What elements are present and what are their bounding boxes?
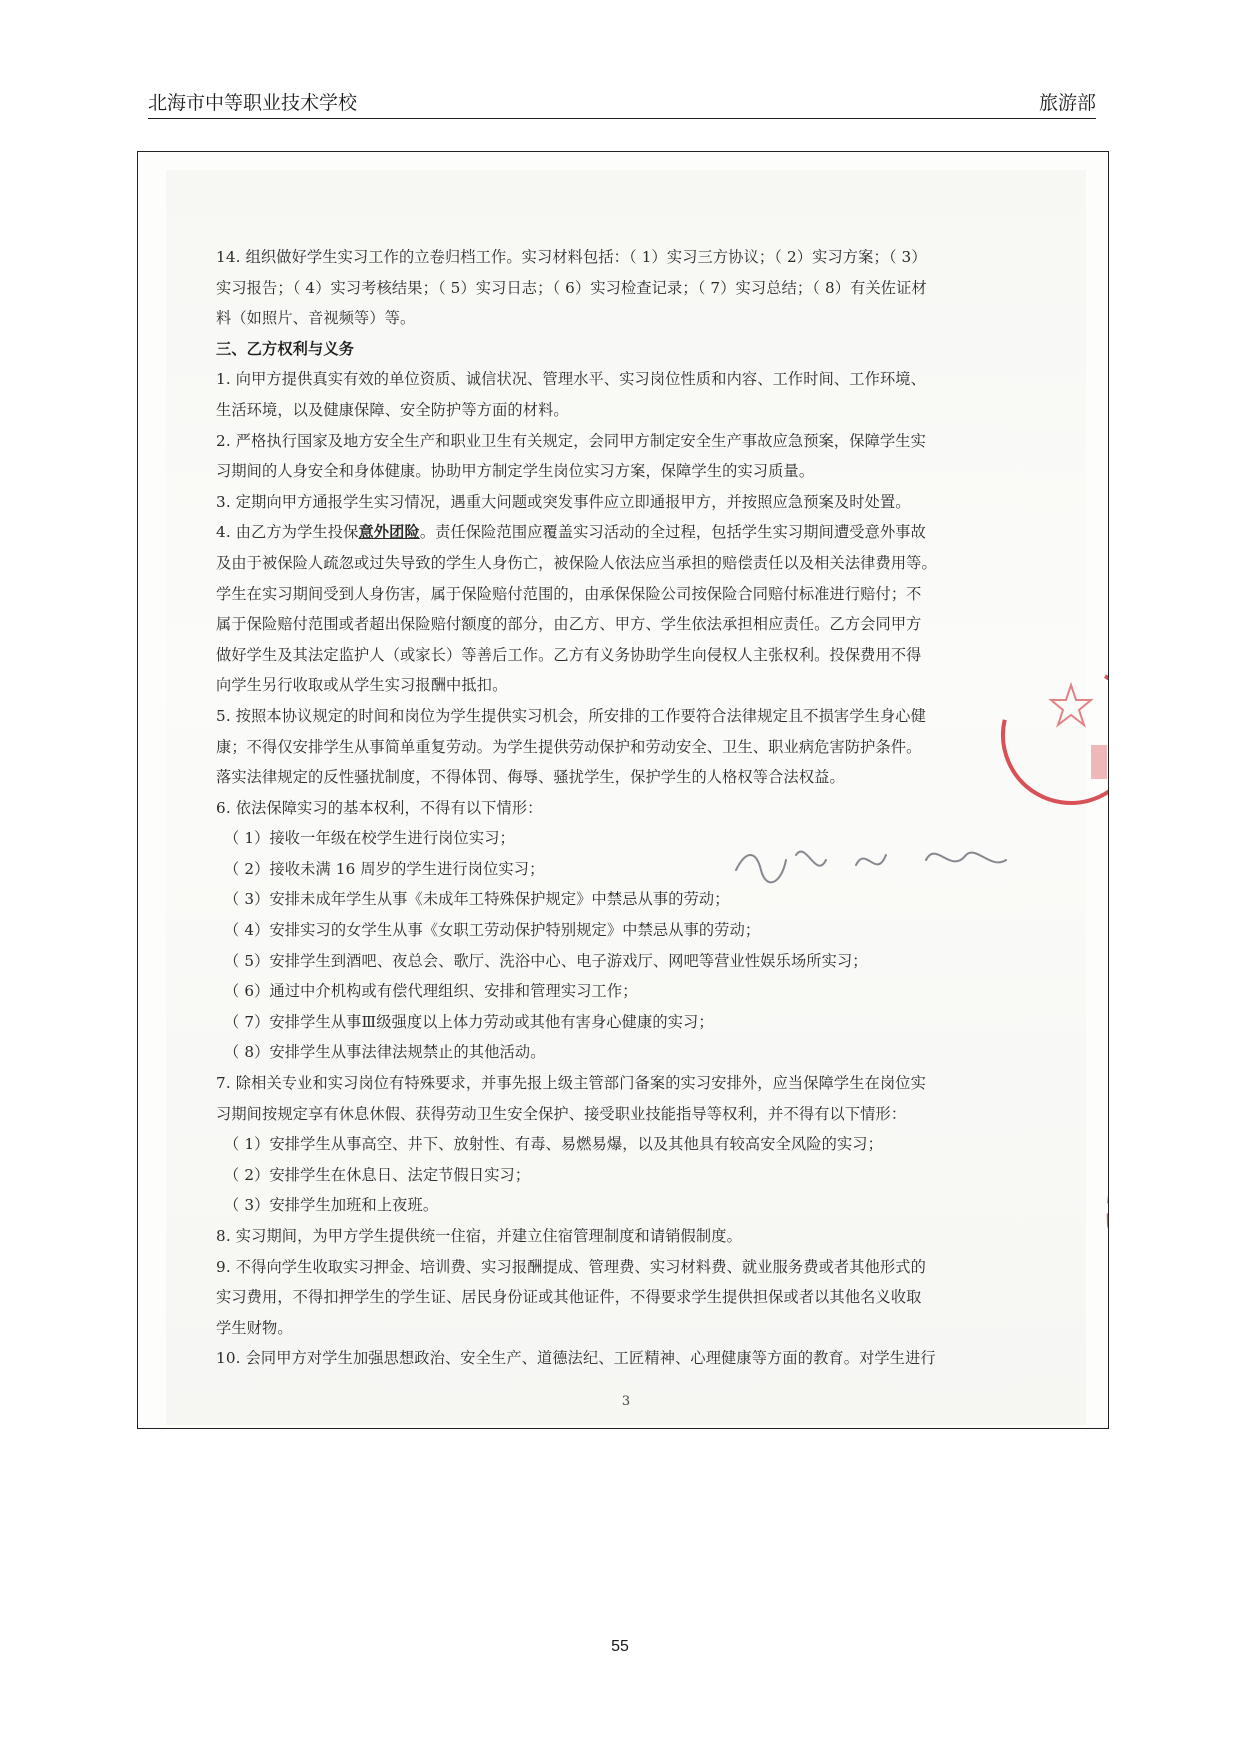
text-line: 康；不得仅安排学生从事简单重复劳动。为学生提供劳动保护和劳动安全、卫生、职业病危害防护条件。	[216, 737, 922, 756]
page-header	[148, 88, 1096, 119]
text-line: （ 2）安排学生在休息日、法定节假日实习；	[224, 1165, 531, 1184]
text-line: （ 4）安排实习的女学生从事《女职工劳动保护特别规定》中禁忌从事的劳动；	[224, 921, 761, 940]
section-heading: 三、乙方权利与义务	[216, 339, 355, 358]
underlined-term: 意外团险	[358, 523, 420, 542]
text-line: 料（如照片、音视频等）等。	[216, 309, 416, 328]
text-segment: 4. 由乙方为学生投保	[216, 523, 359, 542]
text-line: 向学生另行收取或从学生实习报酬中抵扣。	[216, 676, 508, 695]
scanned-document-frame	[137, 151, 1109, 1429]
text-segment: 。责任保险范围应覆盖实习活动的全过程，包括学生实习期间遭受意外事故	[419, 523, 926, 542]
text-line: （ 1）接收一年级在校学生进行岗位实习；	[224, 829, 515, 848]
company-seal-stamp	[996, 660, 1109, 810]
text-line: （ 6）通过中介机构或有偿代理组织、安排和管理实习工作；	[224, 982, 638, 1001]
text-line: （ 3）安排未成年学生从事《未成年工特殊保护规定》中禁忌从事的劳动；	[224, 890, 730, 909]
text-line: （ 8）安排学生从事法律法规禁止的其他活动。	[224, 1043, 546, 1062]
text-line: 10. 会同甲方对学生加强思想政治、安全生产、道德法纪、工匠精神、心理健康等方面的教育。对学生进行	[216, 1349, 936, 1368]
text-line: 落实法律规定的反性骚扰制度，不得体罚、侮辱、骚扰学生，保护学生的人格权等合法权益。	[216, 768, 845, 787]
text-line: 实习费用，不得扣押学生的学生证、居民身份证或其他证件，不得要求学生提供担保或者以其他名义收取	[216, 1288, 922, 1307]
text-line: 习期间的人身安全和身体健康。协助甲方制定学生岗位实习方案，保障学生的实习质量。	[216, 462, 815, 481]
school-name: 北海市中等职业技术学校	[148, 92, 358, 114]
text-line: 学生财物。	[216, 1318, 293, 1337]
text-line: 7. 除相关专业和实习岗位有特殊要求，并事先报上级主管部门备案的实习安排外，应当保障学生在岗位实	[216, 1074, 926, 1093]
text-line: 3. 定期向甲方通报学生实习情况，遇重大问题或突发事件应立即通报甲方，并按照应急预案及时处置。	[216, 492, 911, 511]
text-line: 做好学生及其法定监护人（或家长）等善后工作。乙方有义务协助学生向侵权人主张权利。投保费用不得	[216, 645, 922, 664]
text-line: 14. 组织做好学生实习工作的立卷归档工作。实习材料包括：（ 1）实习三方协议；（ 2）实习方案；（ 3）	[216, 248, 927, 266]
text-line: 属于保险赔付范围或者超出保险赔付额度的部分，由乙方、甲方、学生依法承担相应责任。乙方会同甲方	[216, 615, 922, 634]
text-line: （ 5）安排学生到酒吧、夜总会、歌厅、洗浴中心、电子游戏厅、网吧等营业性娱乐场所实习；	[224, 951, 868, 970]
text-line: 生活环境，以及健康保障、安全防护等方面的材料。	[216, 400, 569, 419]
text-line: 实习报告；（ 4）实习考核结果；（ 5）实习日志；（ 6）实习检查记录；（ 7）实习总结；（ 8）有关佐证材	[216, 278, 927, 297]
handwritten-signature	[726, 810, 1026, 900]
text-line: 8. 实习期间，为甲方学生提供统一住宿，并建立住宿管理制度和请销假制度。	[216, 1227, 742, 1245]
scanned-text-body	[216, 242, 1056, 1374]
text-line: 5. 按照本协议规定的时间和岗位为学生提供实习机会，所安排的工作要符合法律规定且不损害学生身心健	[216, 706, 926, 725]
text-line: （ 1）安排学生从事高空、井下、放射性、有毒、易燃易爆，以及其他具有较高安全风险的实习；	[224, 1135, 883, 1154]
page-number: 55	[611, 1638, 629, 1655]
text-line: 习期间按规定享有休息休假、获得劳动卫生安全保护、接受职业技能指导等权利，并不得有以下情形：	[216, 1104, 907, 1123]
text-line: 2. 严格执行国家及地方安全生产和职业卫生有关规定，会同甲方制定安全生产事故应急预案，保障学生实	[216, 431, 926, 450]
text-line: 1. 向甲方提供真实有效的单位资质、诚信状况、管理水平、实习岗位性质和内容、工作时间、工作环境、	[216, 370, 926, 389]
text-line: 9. 不得向学生收取实习押金、培训费、实习报酬提成、管理费、实习材料费、就业服务费或者其他形式的	[216, 1257, 926, 1276]
text-line	[216, 517, 1056, 548]
text-line: 6. 依法保障实习的基本权利，不得有以下情形：	[216, 798, 543, 817]
scanned-page-number: 3	[621, 1394, 631, 1409]
text-line: 及由于被保险人疏忽或过失导致的学生人身伤亡，被保险人依法应当承担的赔偿责任以及相关法律费用等。	[216, 553, 937, 572]
text-line: （ 3）安排学生加班和上夜班。	[224, 1196, 439, 1215]
text-line: 学生在实习期间受到人身伤害，属于保险赔付范围的，由承保保险公司按保险合同赔付标准进行赔付；不	[216, 584, 922, 603]
text-line: （ 7）安排学生从事Ⅲ级强度以上体力劳动或其他有害身心健康的实习；	[224, 1012, 714, 1031]
partial-seal-stamp	[1078, 1140, 1109, 1290]
text-line: （ 2）接收未满 16 周岁的学生进行岗位实习；	[224, 859, 545, 878]
department-name: 旅游部	[1038, 92, 1096, 114]
scanned-page	[166, 170, 1086, 1425]
